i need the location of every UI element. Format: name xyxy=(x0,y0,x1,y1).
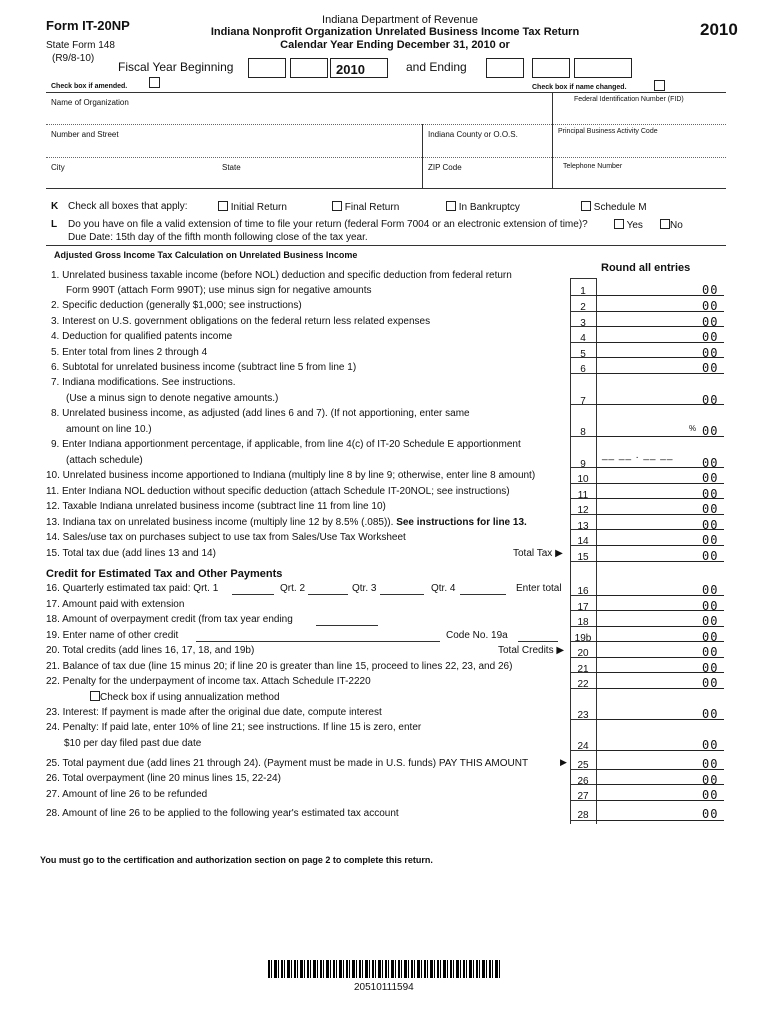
amount-field-line-4[interactable] xyxy=(596,342,724,343)
line-9-text-b: (attach schedule) xyxy=(66,455,143,466)
line-number-26: 26 xyxy=(577,776,589,787)
cents-10: 00 xyxy=(702,471,719,485)
line-number-3: 3 xyxy=(580,318,586,329)
cents-3: 00 xyxy=(702,315,719,329)
cents-28: 00 xyxy=(702,807,719,821)
line-number-5: 5 xyxy=(580,349,586,360)
line-number-divider xyxy=(570,641,596,642)
bankruptcy-option[interactable] xyxy=(446,201,520,213)
line-4-text: 4. Deduction for qualified patents income xyxy=(51,331,233,342)
enter-total-label: Enter total xyxy=(516,583,562,594)
line-number-divider xyxy=(570,769,596,770)
line-number-11: 11 xyxy=(577,490,589,501)
cents-7: 00 xyxy=(702,393,719,407)
cents-23: 00 xyxy=(702,707,719,721)
cents-13: 00 xyxy=(702,518,719,532)
name-changed-checkbox[interactable] xyxy=(654,80,665,91)
amount-field-line-28[interactable] xyxy=(596,820,724,821)
line-number-divider xyxy=(570,436,596,437)
cents-2: 00 xyxy=(702,299,719,313)
line-number-13: 13 xyxy=(577,521,589,532)
initial-return-option[interactable] xyxy=(218,201,287,213)
line-26-text: 26. Total overpayment (line 20 minus lines 15, 22-24) xyxy=(46,773,281,784)
amount-field-line-22[interactable] xyxy=(596,688,724,689)
line-number-8: 8 xyxy=(580,427,586,438)
line-11-text: 11. Enter Indiana NOL deduction without specific deduction (attach Schedule IT-20NOL; see instructions) xyxy=(46,486,510,497)
line-number-2: 2 xyxy=(580,302,586,313)
amount-field-line-14[interactable] xyxy=(596,545,724,546)
line-number-27: 27 xyxy=(577,791,589,802)
amount-field-line-7[interactable] xyxy=(596,404,724,405)
cents-18: 00 xyxy=(702,614,719,628)
form-title: Indiana Nonprofit Organization Unrelated Business Income Tax Return xyxy=(210,26,580,38)
line-number-17: 17 xyxy=(577,602,589,613)
line-number-24: 24 xyxy=(577,741,589,752)
line-24-text-b: $10 per day filed past due date xyxy=(64,738,202,749)
amount-field-line-15[interactable] xyxy=(596,561,724,562)
line-3-text: 3. Interest on U.S. government obligations on the federal return less related expenses xyxy=(51,316,431,327)
final-return-label: Final Return xyxy=(344,202,400,213)
line-number-18: 18 xyxy=(577,617,589,628)
line-8-text-b: amount on line 10.) xyxy=(66,424,152,435)
certification-note: You must go to the certification and authorization section on page 2 to complete this return. xyxy=(40,855,433,865)
line-18-text: 18. Amount of overpayment credit (from tax year ending xyxy=(46,614,293,625)
line-1-text-b: Form 990T (attach Form 990T); use minus sign for negative amounts xyxy=(66,285,372,296)
cents-24: 00 xyxy=(702,738,719,752)
line-number-divider xyxy=(570,373,596,374)
org-name-label: Name of Organization xyxy=(51,98,129,107)
amount-field-line-26[interactable] xyxy=(596,784,724,785)
line-number-4: 4 xyxy=(580,333,586,344)
amended-checkbox[interactable] xyxy=(149,77,160,88)
line-7-text-a: 7. Indiana modifications. See instructions. xyxy=(51,377,236,388)
amended-label: Check box if amended. xyxy=(51,83,128,90)
cents-11: 00 xyxy=(702,487,719,501)
cents-1: 00 xyxy=(702,283,719,297)
amount-field-line-10[interactable] xyxy=(596,483,724,484)
line-1-text-a: 1. Unrelated business taxable income (before NOL) deduction and specific deduction from federal return xyxy=(51,270,512,281)
total-credits-text: Total Credits xyxy=(498,645,554,656)
amount-field-line-19b[interactable] xyxy=(596,641,724,642)
street-label: Number and Street xyxy=(51,130,119,139)
line-number-19b: 19b xyxy=(574,633,592,644)
line-number-divider xyxy=(570,483,596,484)
line-number-divider xyxy=(570,326,596,327)
amount-field-line-5[interactable] xyxy=(596,357,724,358)
apportionment-percent-field[interactable]: __ __ . __ __ xyxy=(602,450,674,461)
revision-date: (R9/8-10) xyxy=(52,53,95,64)
line-25-text: 25. Total payment due (add lines 21 through 24). (Payment must be made in U.S. funds) PAY THIS AMOUNT xyxy=(46,758,529,769)
county-label: Indiana County or O.O.S. xyxy=(428,130,518,139)
qtr4-label: Qtr. 4 xyxy=(431,583,456,594)
amount-field-line-25[interactable] xyxy=(596,769,724,770)
initial-return-checkbox[interactable] xyxy=(218,201,228,211)
extension-no-checkbox[interactable] xyxy=(660,219,670,229)
line-number-divider xyxy=(570,545,596,546)
state-label: State xyxy=(222,163,241,172)
line-number-divider xyxy=(570,357,596,358)
line-8-text-a: 8. Unrelated business income, as adjusted (add lines 6 and 7). (If not apportioning, enter same xyxy=(51,408,470,419)
id-bottom-border xyxy=(46,188,726,189)
qtr3-label: Qtr. 3 xyxy=(352,583,377,594)
amount-field-line-18[interactable] xyxy=(596,626,724,627)
cents-9: 00 xyxy=(702,456,719,470)
line-number-divider xyxy=(570,820,596,821)
line-number-10: 10 xyxy=(577,474,589,485)
amount-field-line-27[interactable] xyxy=(596,800,724,801)
k-label: Check all boxes that apply: xyxy=(68,201,188,212)
amount-field-line-23[interactable] xyxy=(596,719,724,720)
line-number-16: 16 xyxy=(577,586,589,597)
barcode-number: 20510111594 xyxy=(354,982,414,993)
cents-19b: 00 xyxy=(702,630,719,644)
line-12-text: 12. Taxable Indiana unrelated business income (subtract line 11 from line 10) xyxy=(46,501,386,512)
line-number-divider xyxy=(570,311,596,312)
kl-bottom-border xyxy=(46,245,726,246)
form-id: Form IT-20NP xyxy=(46,18,130,33)
state-form-number: State Form 148 xyxy=(46,40,115,51)
cents-27: 00 xyxy=(702,788,719,802)
line-9-text-a: 9. Enter Indiana apportionment percentage, if applicable, from line 4(c) of IT-20 Schedule E apportionment xyxy=(51,439,521,450)
annualization-checkbox[interactable] xyxy=(90,691,100,701)
annualization-label: Check box if using annualization method xyxy=(100,692,280,703)
line-number-divider xyxy=(570,595,596,596)
round-entries-note: Round all entries xyxy=(601,262,691,274)
cents-17: 00 xyxy=(702,599,719,613)
line-number-9: 9 xyxy=(580,459,586,470)
cents-15: 00 xyxy=(702,549,719,563)
line-number-divider xyxy=(570,719,596,720)
line-23-text: 23. Interest: If payment is made after the original due date, compute interest xyxy=(46,707,382,718)
cents-8: 00 xyxy=(702,424,719,438)
phone-label: Telephone Number xyxy=(563,163,623,170)
line-number-divider xyxy=(570,800,596,801)
total-tax-text: Total Tax xyxy=(513,548,553,559)
cents-14: 00 xyxy=(702,533,719,547)
barcode-image xyxy=(268,960,502,978)
name-changed-label: Check box if name changed. xyxy=(532,84,627,91)
activity-code-label: Principal Business Activity Code xyxy=(558,128,658,135)
line-21-text: 21. Balance of tax due (line 15 minus 20; if line 20 is greater than line 15, proceed to lines 22, 23, and 26) xyxy=(46,661,513,672)
initial-return-label: Initial Return xyxy=(230,202,287,213)
id-top-border xyxy=(46,92,726,93)
line-number-divider xyxy=(570,529,596,530)
line-6-text: 6. Subtotal for unrelated business income (subtract line 5 from line 1) xyxy=(51,362,357,373)
amount-field-line-3[interactable] xyxy=(596,326,724,327)
line-number-divider xyxy=(570,626,596,627)
form-subtitle: Calendar Year Ending December 31, 2010 or xyxy=(280,39,510,51)
cents-22: 00 xyxy=(702,676,719,690)
amount-field-line-21[interactable] xyxy=(596,672,724,673)
fiscal-year: 2010 xyxy=(336,62,365,77)
line-number-15: 15 xyxy=(577,552,589,563)
amount-field-line-2[interactable] xyxy=(596,311,724,312)
extension-no-option[interactable] xyxy=(660,219,683,231)
amount-field-line-1[interactable] xyxy=(596,295,724,296)
schedule-m-option[interactable] xyxy=(581,201,647,213)
line-13-main: 13. Indiana tax on unrelated business income (multiply line 12 by 8.5% (.085)). xyxy=(46,517,394,528)
line-5-text: 5. Enter total from lines 2 through 4 xyxy=(51,347,208,358)
city-label: City xyxy=(51,163,65,172)
line-number-divider xyxy=(570,750,596,751)
fiscal-end-year-box[interactable] xyxy=(574,58,632,78)
amount-field-line-17[interactable] xyxy=(596,610,724,611)
cents-26: 00 xyxy=(702,773,719,787)
bankruptcy-label: In Bankruptcy xyxy=(458,202,520,213)
amount-field-line-8[interactable] xyxy=(596,436,724,437)
line-number-divider xyxy=(570,498,596,499)
fiscal-begin-day-box[interactable] xyxy=(290,58,328,78)
line-number-20: 20 xyxy=(577,648,589,659)
cents-5: 00 xyxy=(702,346,719,360)
line-number-column-right xyxy=(596,278,597,824)
line-number-25: 25 xyxy=(577,760,589,771)
line-7-text-b: (Use a minus sign to denote negative amounts.) xyxy=(66,393,279,404)
line-number-divider xyxy=(570,467,596,468)
line-number-divider xyxy=(570,404,596,405)
line-number-column-top xyxy=(570,278,596,279)
arrow-right-icon: ▶ xyxy=(555,548,563,559)
line-number-6: 6 xyxy=(580,364,586,375)
id-column-divider xyxy=(552,92,553,188)
line-2-text: 2. Specific deduction (generally $1,000; see instructions) xyxy=(51,300,302,311)
fid-label: Federal Identification Number (FID) xyxy=(574,96,684,103)
line-number-divider xyxy=(570,342,596,343)
line-24-text-a: 24. Penalty: If paid late, enter 10% of line 21; see instructions. If line 15 is zero, enter xyxy=(46,722,422,733)
line-16-text: 16. Quarterly estimated tax paid: Qrt. 1 xyxy=(46,583,219,594)
line-20-text: 20. Total credits (add lines 16, 17, 18, and 19b) xyxy=(46,645,255,656)
amount-field-line-13[interactable] xyxy=(596,529,724,530)
amount-field-line-16[interactable] xyxy=(596,595,724,596)
zip-label: ZIP Code xyxy=(428,163,462,172)
percent-sign: % xyxy=(689,424,697,433)
k-letter: K xyxy=(51,201,59,212)
extension-question: Do you have on file a valid extension of time to file your return (federal Form 7004 or an electronic extension of time)? xyxy=(68,219,588,230)
extension-yes-checkbox[interactable] xyxy=(614,219,624,229)
department-name: Indiana Department of Revenue xyxy=(322,14,478,26)
code-19a-label: Code No. 19a xyxy=(446,630,508,641)
arrow-right-icon: ▶ xyxy=(556,645,565,656)
credit-section-title: Credit for Estimated Tax and Other Payments xyxy=(46,568,283,580)
line-number-14: 14 xyxy=(577,536,589,547)
cents-12: 00 xyxy=(702,502,719,516)
cents-20: 00 xyxy=(702,645,719,659)
arrow-right-icon: ▶ xyxy=(560,757,567,767)
annualization-option[interactable] xyxy=(90,691,280,703)
final-return-checkbox[interactable] xyxy=(332,201,342,211)
cents-25: 00 xyxy=(702,757,719,771)
cents-6: 00 xyxy=(702,361,719,375)
line-number-divider xyxy=(570,610,596,611)
and-ending-label: and Ending xyxy=(406,60,467,74)
extension-no-label: No xyxy=(670,220,683,231)
id-row-divider-1 xyxy=(46,124,726,125)
county-divider xyxy=(422,124,423,188)
schedule-m-label: Schedule M xyxy=(593,202,647,213)
amount-field-line-11[interactable] xyxy=(596,498,724,499)
id-row-divider-2 xyxy=(46,157,726,158)
amount-field-line-20[interactable] xyxy=(596,657,724,658)
extension-yes-option[interactable] xyxy=(614,219,643,231)
line-28-text: 28. Amount of line 26 to be applied to the following year's estimated tax account xyxy=(46,808,399,819)
qtr2-label: Qrt. 2 xyxy=(280,583,306,594)
line-number-divider xyxy=(570,657,596,658)
l-letter: L xyxy=(51,219,58,230)
line-15-text: 15. Total tax due (add lines 13 and 14) xyxy=(46,548,216,559)
line-10-text: 10. Unrelated business income apportioned to Indiana (multiply line 8 by line 9; otherwise, enter line 8 amount) xyxy=(46,470,536,481)
line-number-23: 23 xyxy=(577,710,589,721)
amount-field-line-12[interactable] xyxy=(596,514,724,515)
line-number-divider xyxy=(570,784,596,785)
fiscal-end-day-box[interactable] xyxy=(532,58,570,78)
final-return-option[interactable] xyxy=(332,201,399,213)
bankruptcy-checkbox[interactable] xyxy=(446,201,456,211)
line-number-divider xyxy=(570,514,596,515)
line-number-1: 1 xyxy=(580,286,586,297)
line-13-instructions: See instructions for line 13. xyxy=(396,517,527,528)
line-13-text xyxy=(46,517,527,528)
line-number-divider xyxy=(570,561,596,562)
line-number-28: 28 xyxy=(577,810,589,821)
fiscal-year-beginning-label: Fiscal Year Beginning xyxy=(118,60,234,74)
extension-yes-label: Yes xyxy=(626,220,643,231)
cents-4: 00 xyxy=(702,330,719,344)
line-number-22: 22 xyxy=(577,679,589,690)
line-17-text: 17. Amount paid with extension xyxy=(46,599,185,610)
line-27-text: 27. Amount of line 26 to be refunded xyxy=(46,789,208,800)
total-tax-label xyxy=(513,548,563,559)
fiscal-end-month-box[interactable] xyxy=(486,58,524,78)
line-number-divider xyxy=(570,688,596,689)
line-number-21: 21 xyxy=(577,664,589,675)
line-number-divider xyxy=(570,295,596,296)
schedule-m-checkbox[interactable] xyxy=(581,201,591,211)
line-number-7: 7 xyxy=(580,396,586,407)
amount-field-line-9[interactable] xyxy=(596,467,724,468)
line-19-text: 19. Enter name of other credit xyxy=(46,630,179,641)
line-number-divider xyxy=(570,672,596,673)
fiscal-begin-month-box[interactable] xyxy=(248,58,286,78)
due-date-note: Due Date: 15th day of the fifth month following close of the tax year. xyxy=(68,232,368,243)
tax-year: 2010 xyxy=(700,20,738,39)
section-title: Adjusted Gross Income Tax Calculation on Unrelated Business Income xyxy=(54,250,358,260)
line-14-text: 14. Sales/use tax on purchases subject to use tax from Sales/Use Tax Worksheet xyxy=(46,532,406,543)
amount-field-line-24[interactable] xyxy=(596,750,724,751)
line-number-12: 12 xyxy=(577,505,589,516)
cents-16: 00 xyxy=(702,583,719,597)
cents-21: 00 xyxy=(702,661,719,675)
amount-field-line-6[interactable] xyxy=(596,373,724,374)
line-22-text: 22. Penalty for the underpayment of income tax. Attach Schedule IT-2220 xyxy=(46,676,371,687)
total-credits-label xyxy=(498,645,564,656)
